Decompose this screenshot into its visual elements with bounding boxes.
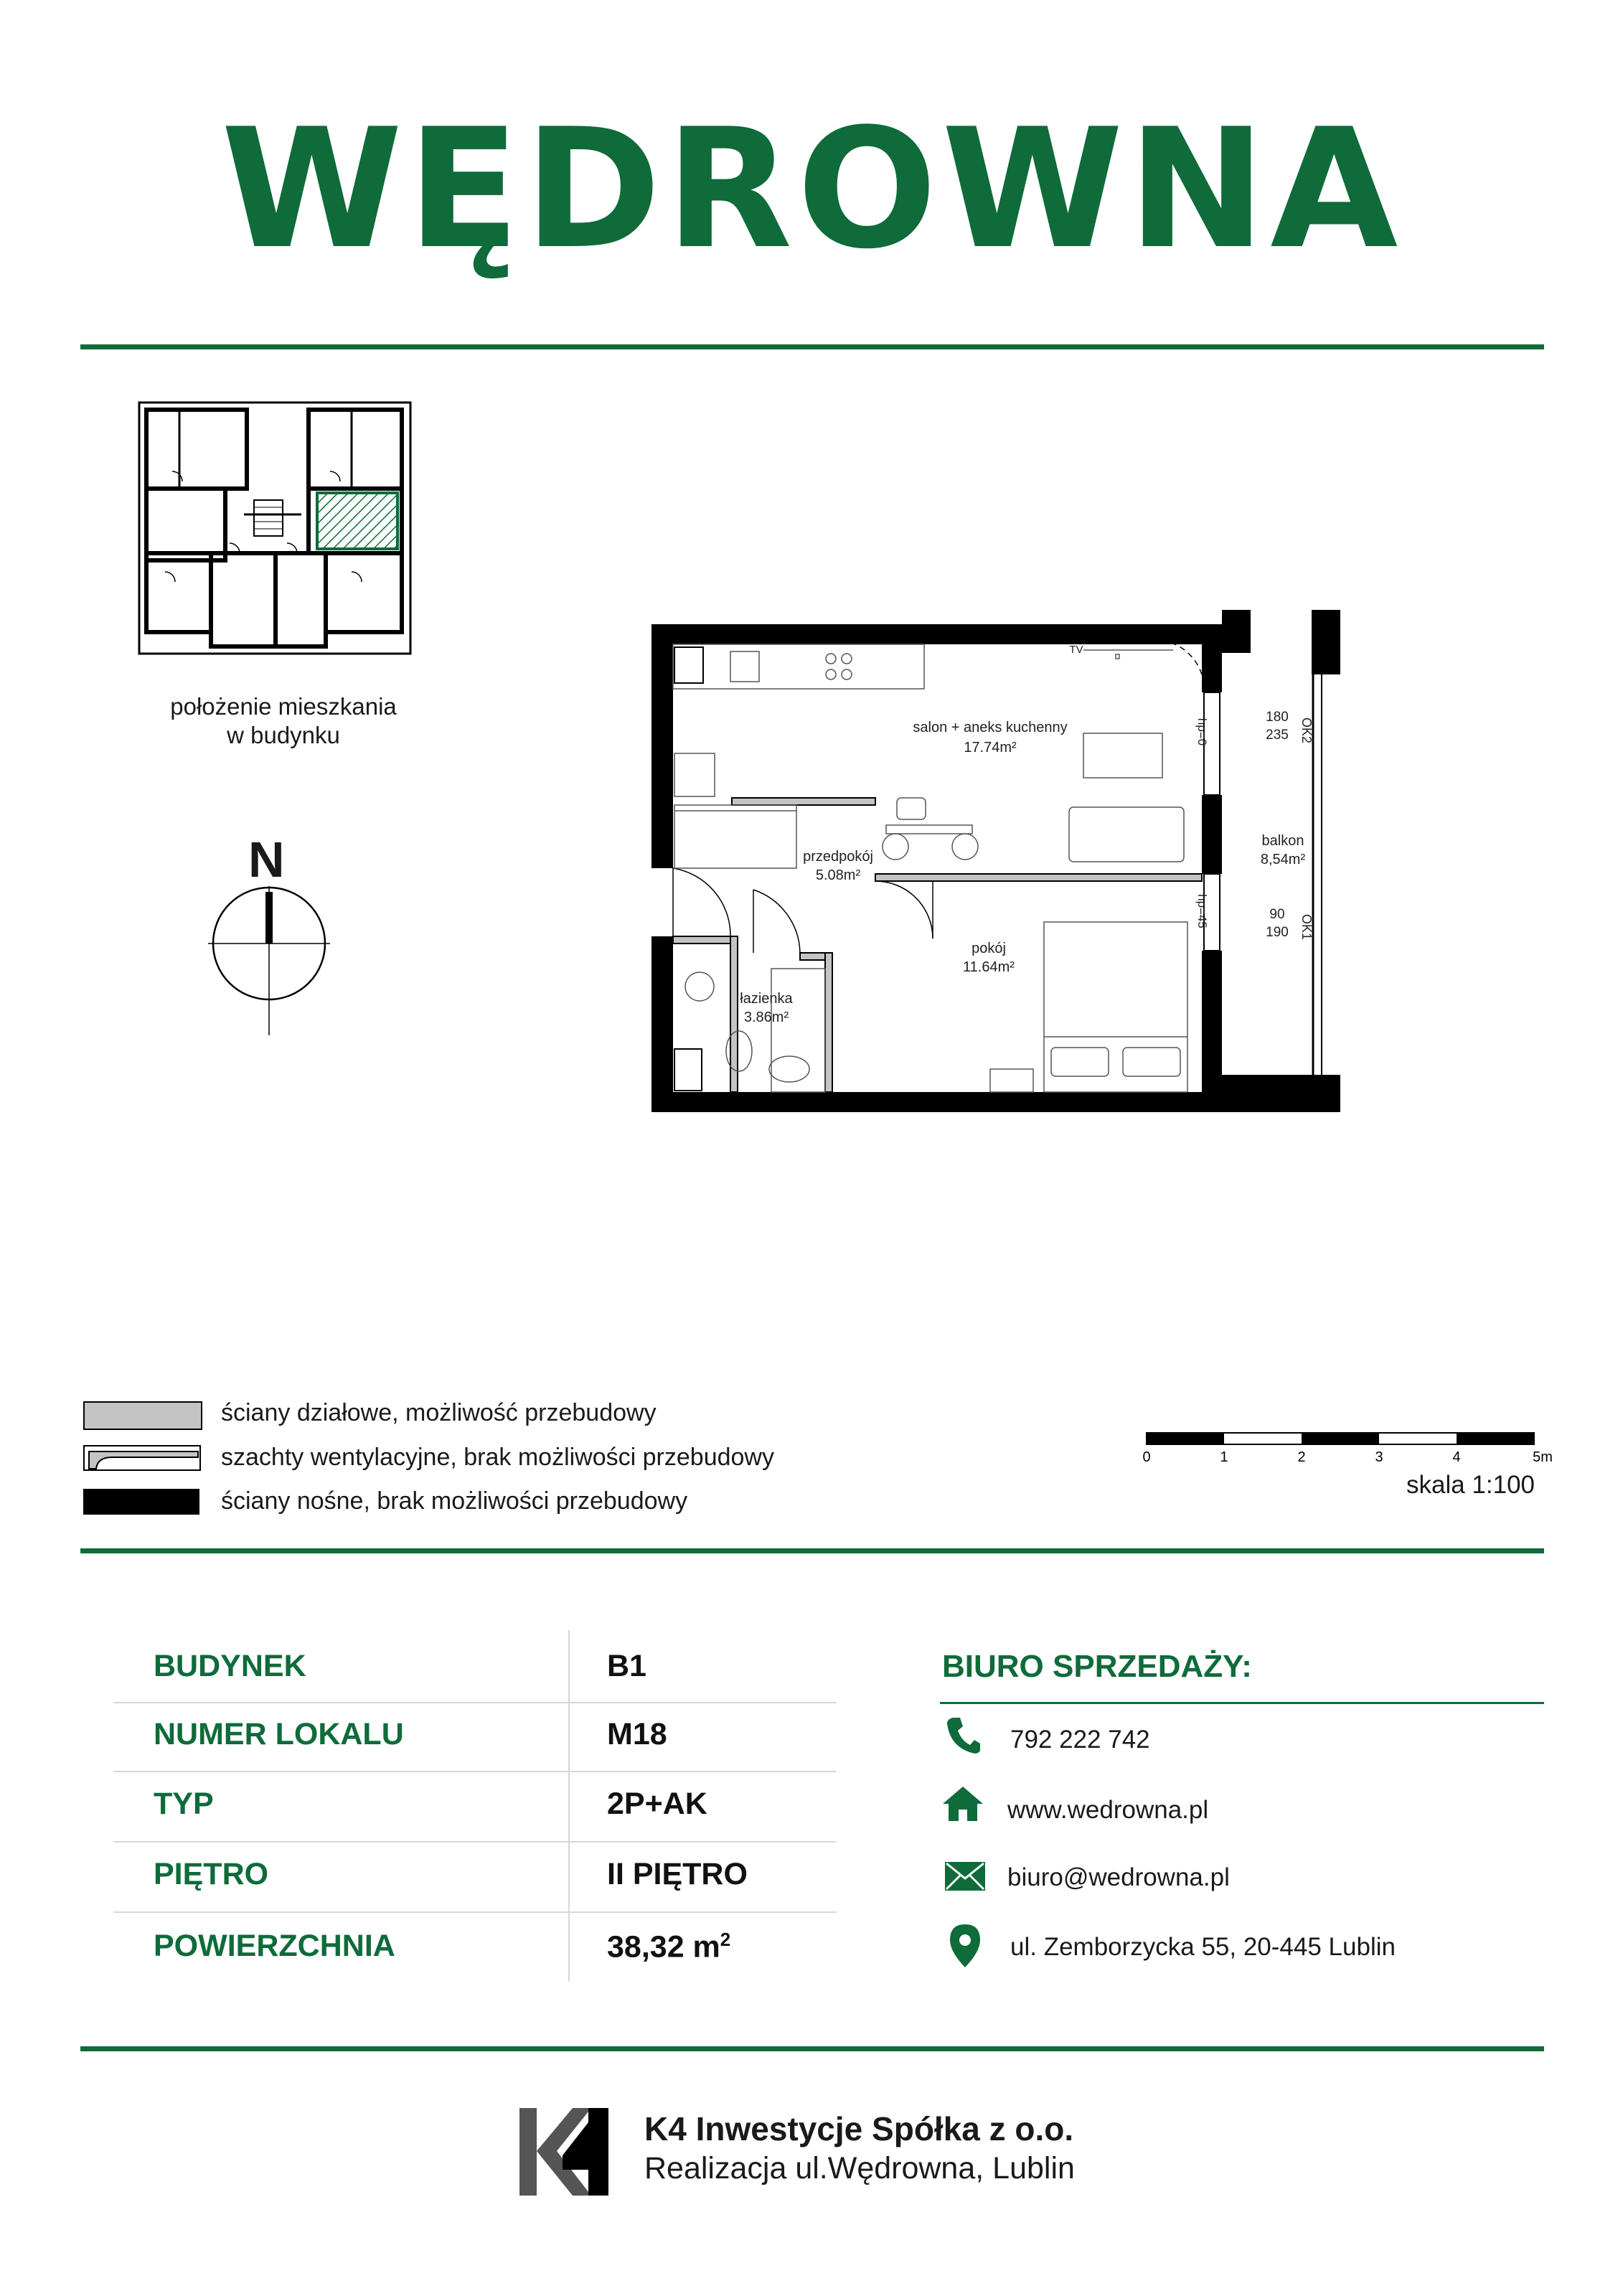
sales-email[interactable]: biuro@wedrowna.pl bbox=[1007, 1863, 1230, 1891]
top-divider bbox=[80, 344, 1544, 349]
location-caption-line2: w budynku bbox=[227, 722, 340, 748]
detail-label-unit: NUMER LOKALU bbox=[154, 1717, 404, 1751]
room-name-bedroom: pokój bbox=[972, 941, 1006, 956]
window1-height: 190 bbox=[1266, 925, 1289, 940]
room-name-hall: przedpokój bbox=[803, 849, 873, 865]
room-name-balcony: balkon bbox=[1261, 833, 1304, 849]
company-logo bbox=[519, 2108, 608, 2196]
brand-title: WĘDROWNA bbox=[220, 94, 1403, 286]
compass-icon bbox=[208, 886, 330, 1037]
partition-walls bbox=[673, 798, 1202, 1092]
highlighted-apartment bbox=[317, 493, 397, 549]
legend-swatch-shaft bbox=[83, 1444, 202, 1473]
home-icon bbox=[941, 1785, 984, 1822]
legend-text-bearing: ściany nośne, brak możliwości przebudowy bbox=[221, 1487, 688, 1515]
room-area-bathroom: 3.86m² bbox=[743, 1010, 789, 1025]
scale-tick-2: 2 bbox=[1297, 1449, 1306, 1465]
details-row-divider bbox=[113, 1771, 837, 1772]
envelope-icon bbox=[944, 1861, 986, 1891]
area-value: 38,32 m bbox=[607, 1929, 720, 1965]
detail-label-type: TYP bbox=[154, 1787, 214, 1821]
sales-office-title: BIURO SPRZEDAŻY: bbox=[942, 1649, 1252, 1684]
location-pin-icon bbox=[949, 1923, 982, 1969]
window2-width: 180 bbox=[1266, 710, 1289, 725]
detail-value-building: B1 bbox=[607, 1649, 646, 1683]
scale-label: skala 1:100 bbox=[1406, 1471, 1535, 1499]
room-area-balcony: 8,54m² bbox=[1260, 852, 1306, 867]
phone-icon bbox=[946, 1715, 982, 1755]
details-column-divider bbox=[568, 1630, 570, 1982]
load-bearing-walls bbox=[651, 610, 1340, 1112]
tv-label: TV bbox=[1069, 644, 1083, 656]
detail-value-area bbox=[607, 1929, 730, 1965]
details-row-divider bbox=[113, 1702, 837, 1703]
sales-address: ul. Zemborzycka 55, 20-445 Lublin bbox=[1010, 1933, 1396, 1961]
footer-company: K4 Inwestycje Spółka z o.o. bbox=[644, 2110, 1074, 2147]
room-area-hall: 5.08m² bbox=[815, 867, 861, 883]
detail-label-building: BUDYNEK bbox=[154, 1649, 306, 1683]
building-key-plan bbox=[136, 400, 416, 658]
window2-code: OK2 bbox=[1299, 717, 1314, 744]
window2-sill: hp=0 bbox=[1195, 718, 1209, 746]
location-caption-line1: położenie mieszkania bbox=[170, 693, 397, 720]
window1-sill: hp=45 bbox=[1195, 894, 1209, 928]
details-row-divider bbox=[113, 1841, 837, 1843]
room-name-bathroom: łazienka bbox=[740, 991, 793, 1007]
room-area-living: 17.74m² bbox=[964, 740, 1017, 756]
scale-tick-1: 1 bbox=[1220, 1449, 1228, 1465]
footer-project: Realizacja ul.Wędrowna, Lublin bbox=[644, 2151, 1075, 2186]
window2-height: 235 bbox=[1266, 728, 1289, 743]
scale-tick-3: 3 bbox=[1375, 1449, 1383, 1465]
north-label: N bbox=[248, 832, 285, 888]
legend-text-shaft: szachty wentylacyjne, brak możliwości przebudowy bbox=[221, 1444, 774, 1471]
legend-swatch-partition bbox=[83, 1401, 202, 1430]
details-row-divider bbox=[113, 1911, 837, 1913]
legend-text-partition: ściany działowe, możliwość przebudowy bbox=[221, 1399, 657, 1426]
scale-tick-0: 0 bbox=[1142, 1449, 1151, 1465]
bottom-divider bbox=[80, 2046, 1544, 2051]
sales-website[interactable]: www.wedrowna.pl bbox=[1007, 1796, 1209, 1824]
room-area-bedroom: 11.64m² bbox=[963, 959, 1015, 975]
sales-phone[interactable]: 792 222 742 bbox=[1010, 1726, 1150, 1754]
detail-value-floor: II PIĘTRO bbox=[607, 1857, 748, 1891]
detail-value-type: 2P+AK bbox=[607, 1787, 707, 1821]
floor-plan bbox=[646, 610, 1385, 1119]
scale-tick-5: 5m bbox=[1533, 1449, 1553, 1465]
legend-swatch-bearing bbox=[83, 1489, 199, 1515]
middle-divider bbox=[80, 1548, 1544, 1553]
window1-width: 90 bbox=[1269, 907, 1285, 922]
scale-tick-4: 4 bbox=[1452, 1449, 1461, 1465]
detail-label-area: POWIERZCHNIA bbox=[154, 1929, 395, 1963]
area-unit-exponent: 2 bbox=[720, 1929, 731, 1950]
window1-code: OK1 bbox=[1299, 913, 1314, 941]
location-caption bbox=[122, 692, 445, 750]
sales-office-underline bbox=[940, 1702, 1544, 1704]
detail-value-unit: M18 bbox=[607, 1717, 667, 1751]
detail-label-floor: PIĘTRO bbox=[154, 1857, 269, 1891]
room-name-living: salon + aneks kuchenny bbox=[913, 720, 1068, 735]
